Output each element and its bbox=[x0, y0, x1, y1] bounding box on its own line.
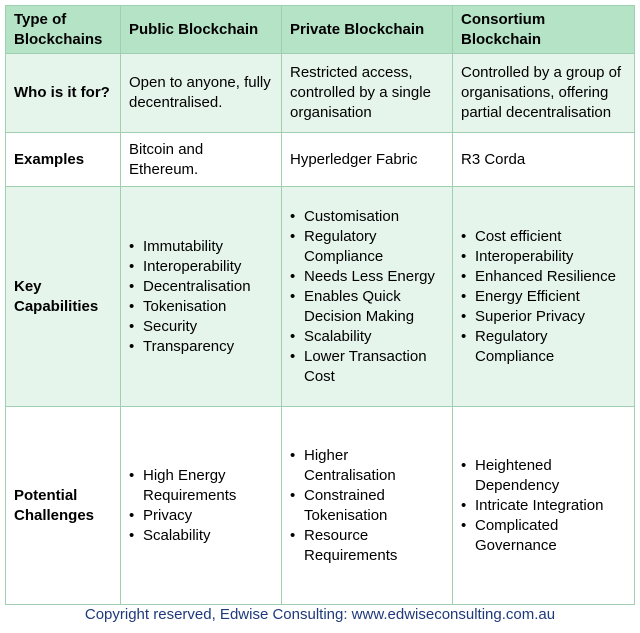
cell-examples-private: Hyperledger Fabric bbox=[282, 133, 453, 187]
copyright-footer: Copyright reserved, Edwise Consulting: www.edwiseconsulting.com.au bbox=[84, 606, 556, 623]
list-item: • High Energy Requirements bbox=[129, 466, 273, 506]
list-item: • Interoperability bbox=[461, 247, 626, 267]
list-item: • Needs Less Energy bbox=[290, 267, 444, 287]
header-private: Private Blockchain bbox=[282, 6, 453, 54]
list-item: • Scalability bbox=[290, 327, 444, 347]
list-item: • Complicated Governance bbox=[461, 516, 626, 556]
cell-who-public: Open to anyone, fully decentralised. bbox=[121, 54, 282, 133]
row-key-capabilities bbox=[6, 187, 635, 407]
list-item: • Tokenisation bbox=[129, 297, 273, 317]
list-item: • Regulatory Compliance bbox=[461, 327, 626, 367]
list-item: • Enhanced Resilience bbox=[461, 267, 626, 287]
header-row bbox=[6, 6, 635, 54]
cell-examples-consortium: R3 Corda bbox=[453, 133, 635, 187]
row-examples bbox=[6, 133, 635, 187]
cell-challenges-private bbox=[282, 407, 453, 605]
row-label-key-capabilities: Key Capabilities bbox=[6, 187, 121, 407]
header-consortium: Consortium Blockchain bbox=[453, 6, 635, 54]
list-item: • Transparency bbox=[129, 337, 273, 357]
list-item: • Cost efficient bbox=[461, 227, 626, 247]
list-item: • Scalability bbox=[129, 526, 273, 546]
list-item: • Security bbox=[129, 317, 273, 337]
cell-key-private bbox=[282, 187, 453, 407]
row-label-potential-challenges: Potential Challenges bbox=[6, 407, 121, 605]
row-label-who: Who is it for? bbox=[6, 54, 121, 133]
list-item: • Regulatory Compliance bbox=[290, 227, 444, 267]
cell-key-public bbox=[121, 187, 282, 407]
list-item: • Decentralisation bbox=[129, 277, 273, 297]
bullet-list bbox=[290, 446, 444, 566]
row-potential-challenges bbox=[6, 407, 635, 605]
list-item: • Heightened Dependency bbox=[461, 456, 626, 496]
blockchain-comparison-table bbox=[5, 5, 635, 605]
row-label-examples: Examples bbox=[6, 133, 121, 187]
header-public: Public Blockchain bbox=[121, 6, 282, 54]
list-item: • Higher Centralisation bbox=[290, 446, 444, 486]
list-item: • Immutability bbox=[129, 237, 273, 257]
cell-key-consortium bbox=[453, 187, 635, 407]
list-item: • Energy Efficient bbox=[461, 287, 626, 307]
bullet-list bbox=[461, 227, 626, 367]
cell-who-private: Restricted access, controlled by a single organisation bbox=[282, 54, 453, 133]
bullet-list bbox=[129, 237, 273, 357]
list-item: • Resource Requirements bbox=[290, 526, 444, 566]
list-item: • Lower Transaction Cost bbox=[290, 347, 444, 387]
list-item: • Privacy bbox=[129, 506, 273, 526]
cell-examples-public: Bitcoin and Ethereum. bbox=[121, 133, 282, 187]
row-who-is-it-for bbox=[6, 54, 635, 133]
bullet-list bbox=[129, 466, 273, 546]
list-item: • Customisation bbox=[290, 207, 444, 227]
header-type: Type of Blockchains bbox=[6, 6, 121, 54]
bullet-list bbox=[290, 207, 444, 387]
bullet-list bbox=[461, 456, 626, 556]
cell-challenges-consortium bbox=[453, 407, 635, 605]
cell-who-consortium: Controlled by a group of organisations, offering partial decentralisation bbox=[453, 54, 635, 133]
list-item: • Constrained Tokenisation bbox=[290, 486, 444, 526]
list-item: • Intricate Integration bbox=[461, 496, 626, 516]
list-item: • Superior Privacy bbox=[461, 307, 626, 327]
cell-challenges-public bbox=[121, 407, 282, 605]
list-item: • Enables Quick Decision Making bbox=[290, 287, 444, 327]
list-item: • Interoperability bbox=[129, 257, 273, 277]
